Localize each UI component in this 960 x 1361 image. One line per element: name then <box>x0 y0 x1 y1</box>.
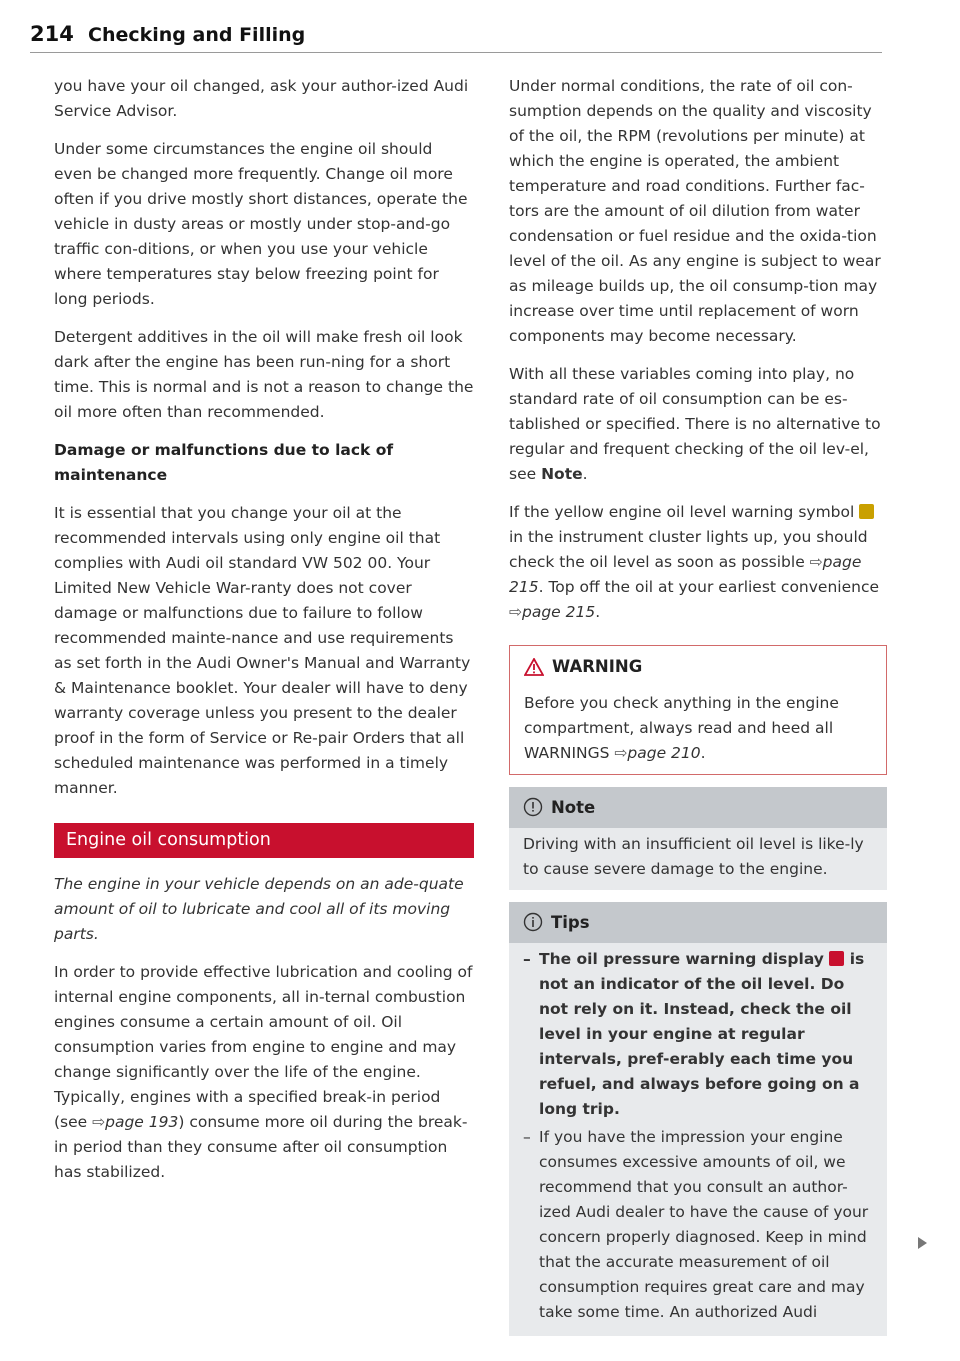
page-link[interactable]: page 215 <box>522 603 596 621</box>
list-item <box>523 947 873 1122</box>
text: In order to provide effective lubrication and cooling of internal engine components, all in-ternal combustion engines consume a certain amount of oil. Oil consumption varies from engine to engine and may change significantly over the life of the engine. Typically, engines with a specified break-in period (see <box>54 963 473 1131</box>
page-link[interactable]: page 210 <box>627 744 701 762</box>
paragraph: It is essential that you change your oil at the recommended intervals using only engine oil that complies with Audi oil standard VW 502 00. Your Limited New Vehicle War-ranty does not cover damage or malfunctions due to failure to follow recommended mainte-nance and use requirements as set forth in the Audi Owner's Manual and Warranty & Maintenance booklet. Your dealer will have to deny warranty coverage unless you present to the dealer proof in the form of Service or Re-pair Orders that all scheduled maintenance was performed in a timely manner. <box>54 504 471 797</box>
arrow-icon: ⇨ <box>509 603 522 621</box>
note-reference: Note <box>541 465 583 483</box>
exclamation-circle-icon <box>523 797 543 817</box>
text: . Top off the oil at your earliest convenience <box>538 578 880 596</box>
continue-arrow-icon <box>918 1237 927 1249</box>
note-title: Note <box>551 798 596 817</box>
subheading: Damage or malfunctions due to lack of maintenance <box>54 441 394 484</box>
page-link[interactable]: page 215 <box>509 553 862 596</box>
note-body: Driving with an insufficient oil level is like-ly to cause severe damage to the engine. <box>509 828 887 890</box>
paragraph: Under normal conditions, the rate of oil con-sumption depends on the quality and viscosity of the oil, the RPM (revolutions per minute) at which the engine is operated, the ambient temperature and road conditions. Further fac-tors are the amount of oil dilution from water condensation or fuel residue and the oxida-tion level of the oil. As any engine is subject to wear as mileage builds up, the oil consump-tion may increase over time until replacement of worn components may become necessary. <box>509 77 881 345</box>
paragraph <box>509 362 887 487</box>
page-number: 214 <box>30 22 74 46</box>
arrow-icon: ⇨ <box>809 553 823 571</box>
section-title: Checking and Filling <box>88 24 306 46</box>
text: . <box>700 744 706 762</box>
paragraph: Detergent additives in the oil will make fresh oil look dark after the engine has been run-ning for a short time. This is normal and is not a reason to change the oil more often than recommended. <box>54 328 474 421</box>
note-box <box>509 787 887 890</box>
text: . <box>595 603 601 621</box>
text: Before you check anything in the engine compartment, always read and heed all WARNINGS <box>524 694 839 762</box>
tips-box <box>509 902 887 1336</box>
oil-level-warning-icon <box>859 504 874 519</box>
paragraph: Under some circumstances the engine oil should even be changed more frequently. Change oil more often if you drive mostly short distances, operate the vehicle in dusty areas or mostly under stop-and-go traffic con-ditions, or when you use your vehicle where temperatures stay below freezing point for long periods. <box>54 140 468 308</box>
oil-pressure-warning-icon <box>829 951 844 966</box>
left-column <box>54 74 474 1198</box>
list-item: – If you have the impression your engine consumes excessive amounts of oil, we recommend that you consult an author-ized Audi dealer to have the cause of your concern properly diagnosed. Keep in mind that the accurate measurement of oil consumption requires great care and may take some time. An authorized Audi <box>523 1125 873 1325</box>
warning-body <box>510 687 886 774</box>
arrow-icon: ⇨ <box>614 744 628 762</box>
paragraph: you have your oil changed, ask your author-ized Audi Service Advisor. <box>54 77 469 120</box>
tips-title: Tips <box>551 913 590 932</box>
note-header <box>509 787 887 828</box>
paragraph <box>54 960 474 1185</box>
text: If the yellow engine oil level warning symbol <box>509 503 855 521</box>
text: . <box>582 465 588 483</box>
arrow-icon: ⇨ <box>92 1113 106 1131</box>
warning-box <box>509 645 887 775</box>
right-column <box>509 74 887 1348</box>
text: The oil pressure warning display <box>539 950 824 968</box>
warning-triangle-icon <box>524 658 544 676</box>
info-circle-icon <box>523 912 543 932</box>
tips-list <box>523 947 873 1325</box>
tips-body <box>509 943 887 1336</box>
page-header <box>30 22 882 53</box>
warning-header <box>510 646 886 687</box>
text: ) consume more oil during the break-in period than they consume after oil consumption has stabilized. <box>54 1113 468 1181</box>
tips-header <box>509 902 887 943</box>
section-intro: The engine in your vehicle depends on an ade-quate amount of oil to lubricate and cool all of its moving parts. <box>54 875 464 943</box>
paragraph <box>509 500 887 625</box>
text: is not an indicator of the oil level. Do not rely on it. Instead, check the oil level in your engine at regular intervals, pref-erably each time you refuel, and always before going on a long trip. <box>539 950 865 1118</box>
page-link[interactable]: page 193 <box>105 1113 179 1131</box>
warning-title: WARNING <box>552 657 643 676</box>
text: in the instrument cluster lights up, you should check the oil level as soon as possible <box>509 528 868 571</box>
section-heading-bar: Engine oil consumption <box>54 823 474 858</box>
text: With all these variables coming into play, no standard rate of oil consumption can be es-tablished or specified. There is no alternative to regular and frequent checking of the oil lev-el, see <box>509 365 881 483</box>
